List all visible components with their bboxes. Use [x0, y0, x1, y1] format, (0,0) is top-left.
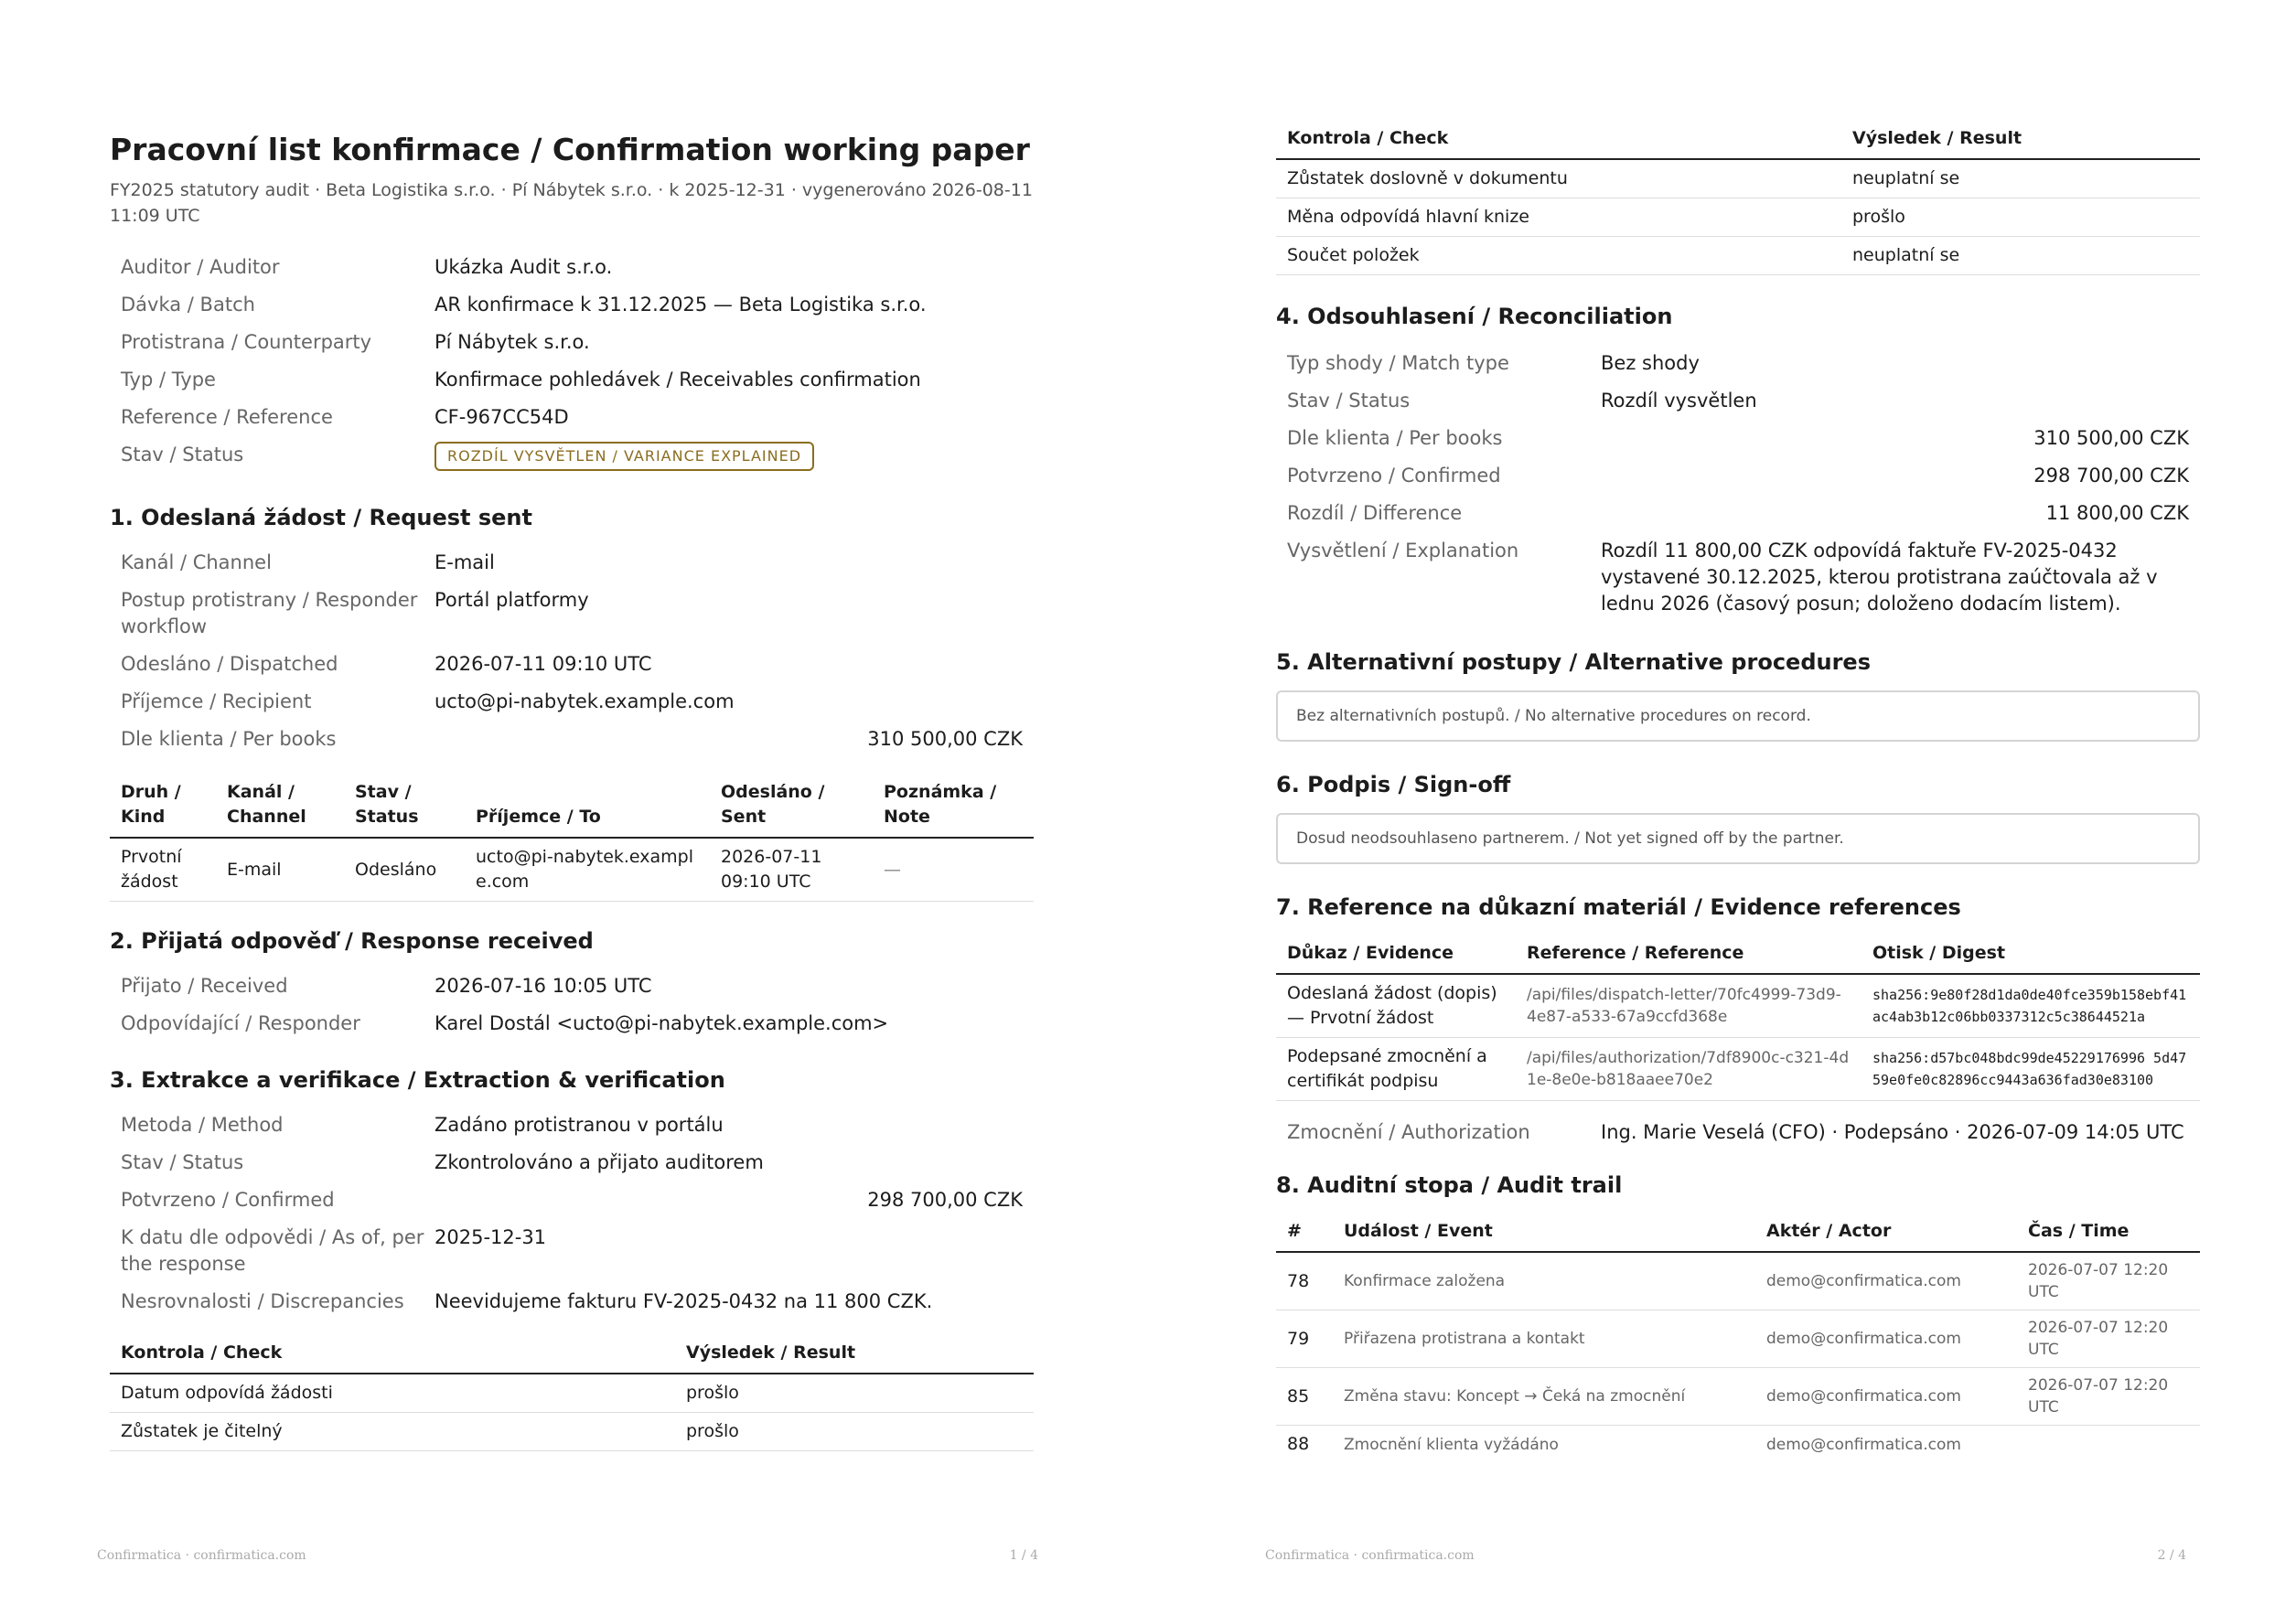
meta-value: CF-967CC54D: [435, 406, 569, 428]
table-cell: 2026-07-11 09:10 UTC: [710, 838, 873, 902]
field-key: Odesláno / Dispatched: [121, 653, 338, 675]
field-value: 2026-07-11 09:10 UTC: [435, 653, 652, 675]
table-cell: Změna stavu: Koncept → Čeká na zmocnění: [1333, 1368, 1755, 1426]
table-row: [1276, 1426, 2200, 1464]
table-cell: Podepsané zmocnění a certifikát podpisu: [1276, 1038, 1516, 1101]
table-cell: Odesláno: [344, 838, 465, 902]
table-cell: Zmocnění klienta vyžádáno: [1344, 1435, 1559, 1454]
field-value: Bez shody: [1601, 352, 1700, 374]
field-key: Odpovídající / Responder: [121, 1012, 360, 1034]
table-row: [110, 1413, 1034, 1451]
request-list: [110, 544, 1034, 758]
table-cell: sha256:d57bc048bdc99de45229176996 5d4759e0fe0c82896cc9443a636fad30e83100: [1861, 1038, 2200, 1101]
field-value: Zkontrolováno a přijato auditorem: [435, 1151, 764, 1173]
table-cell: Měna odpovídá hlavní knize: [1276, 198, 1841, 237]
table-row: [1276, 1368, 2200, 1426]
field-key: Přijato / Received: [121, 975, 288, 997]
response-list: [110, 968, 1034, 1043]
field-key: Dle klienta / Per books: [121, 728, 337, 750]
section-heading-response: 2. Přijatá odpověď / Response received: [110, 928, 594, 954]
meta-key: Reference / Reference: [121, 406, 333, 428]
column-header: Událost / Event: [1333, 1212, 1755, 1252]
table-cell: neuplatní se: [1841, 237, 2200, 275]
table-row: [1276, 974, 2200, 1038]
authorization-list: [1276, 1114, 2200, 1151]
column-header: Čas / Time: [2017, 1212, 2200, 1252]
page-number: 2 / 4: [2157, 1548, 2186, 1563]
field-key: Postup protistrany / Responder workflow: [121, 589, 418, 637]
table-header-row: [1276, 934, 2200, 974]
column-header: Důkaz / Evidence: [1276, 934, 1516, 974]
field-key: Vysvětlení / Explanation: [1287, 540, 1519, 561]
page-1-content: [110, 130, 1034, 1451]
meta-key: Protistrana / Counterparty: [121, 331, 372, 353]
audit-trail-table: [1276, 1212, 2200, 1463]
section-heading-request: 1. Odeslaná žádost / Request sent: [110, 505, 532, 530]
field-key: Stav / Status: [1287, 390, 1411, 412]
field-value: Rozdíl vysvětlen: [1601, 390, 1757, 412]
page-subtitle: FY2025 statutory audit · Beta Logistika s.r.o. · Pí Nábytek s.r.o. · k 2025-12-31 · vygenerováno 2026-08-11 11:09 UTC: [110, 180, 1033, 226]
column-header: Otisk / Digest: [1861, 934, 2200, 974]
field-key: Stav / Status: [121, 1151, 244, 1173]
meta-key: Stav / Status: [121, 444, 244, 465]
meta-value: [435, 436, 1034, 476]
table-row: [1276, 1252, 2200, 1310]
footer-brand: Confirmatica · confirmatica.com: [97, 1548, 306, 1563]
table-cell: demo@confirmatica.com: [1755, 1252, 2017, 1310]
field-value: Portál platformy: [435, 589, 589, 611]
field-value: 2026-07-16 10:05 UTC: [435, 975, 652, 997]
column-header: #: [1276, 1212, 1333, 1252]
table-cell: demo@confirmatica.com: [1755, 1368, 2017, 1426]
footer-brand: Confirmatica · confirmatica.com: [1265, 1548, 1475, 1563]
column-header: Kontrola / Check: [1276, 119, 1841, 159]
column-header: Aktér / Actor: [1755, 1212, 2017, 1252]
table-cell: neuplatní se: [1841, 159, 2200, 198]
section-heading-alternative: 5. Alternativní postupy / Alternative procedures: [1276, 649, 1871, 675]
field-value: 298 700,00 CZK: [867, 1189, 1023, 1211]
table-cell: demo@confirmatica.com: [1755, 1310, 2017, 1368]
meta-list: [110, 249, 1034, 476]
column-header: Druh / Kind: [110, 773, 216, 838]
table-cell: Zůstatek doslovně v dokumentu: [1276, 159, 1841, 198]
table-cell: Zůstatek je čitelný: [110, 1413, 675, 1451]
table-cell: E-mail: [216, 838, 344, 902]
field-value: 11 800,00 CZK: [2045, 502, 2189, 524]
table-cell: prošlo: [675, 1374, 1034, 1413]
checks-table: [110, 1333, 1034, 1451]
table-cell: prošlo: [1841, 198, 2200, 237]
table-row: [1276, 159, 2200, 198]
column-header: Poznámka / Note: [873, 773, 1034, 838]
section-heading-audit-trail: 8. Auditní stopa / Audit trail: [1276, 1172, 1623, 1198]
table-row: [1276, 1038, 2200, 1101]
field-value: ucto@pi-nabytek.example.com: [435, 690, 735, 712]
meta-value: Konfirmace pohledávek / Receivables confirmation: [435, 369, 921, 390]
field-value: 2025-12-31: [435, 1226, 547, 1248]
field-key: Kanál / Channel: [121, 551, 272, 573]
section-heading-signoff: 6. Podpis / Sign-off: [1276, 772, 1511, 797]
page-2-content: [1276, 119, 2200, 1463]
signoff-note: Dosud neodsouhlaseno partnerem. / Not yet signed off by the partner.: [1276, 813, 2200, 864]
field-value: 310 500,00 CZK: [867, 728, 1023, 750]
meta-key: Dávka / Batch: [121, 294, 255, 315]
table-cell: Datum odpovídá žádosti: [110, 1374, 675, 1413]
field-value: E-mail: [435, 551, 495, 573]
field-key: Metoda / Method: [121, 1114, 284, 1136]
field-value: Karel Dostál <ucto@pi-nabytek.example.com>: [435, 1012, 889, 1034]
field-value: Zadáno protistranou v portálu: [435, 1114, 724, 1136]
table-header-row: [110, 1333, 1034, 1374]
field-key: Potvrzeno / Confirmed: [1287, 465, 1501, 487]
table-cell: 85: [1276, 1368, 1333, 1426]
table-cell: —: [873, 838, 1034, 902]
meta-key: Auditor / Auditor: [121, 256, 280, 278]
column-header: Kontrola / Check: [110, 1333, 675, 1374]
field-key: Dle klienta / Per books: [1287, 427, 1503, 449]
extraction-list: [110, 1107, 1034, 1321]
field-value: Neevidujeme fakturu FV-2025-0432 na 11 800 CZK.: [435, 1290, 933, 1312]
field-key: Zmocnění / Authorization: [1287, 1121, 1530, 1143]
field-key: Příjemce / Recipient: [121, 690, 312, 712]
explanation-text: Rozdíl 11 800,00 CZK odpovídá faktuře FV-2025-0432 vystavené 30.12.2025, kterou protistrana zaúčtovala až v lednu 2026 (časový posun; doloženo dodacím listem).: [1601, 540, 2158, 615]
meta-key: Typ / Type: [121, 369, 216, 390]
dispatch-table: [110, 773, 1034, 902]
field-value: 310 500,00 CZK: [2033, 427, 2189, 449]
alternative-procedures-note: Bez alternativních postupů. / No alternative procedures on record.: [1276, 690, 2200, 742]
table-header-row: [1276, 1212, 2200, 1252]
page-title: Pracovní list konfirmace / Confirmation working paper: [110, 132, 1030, 167]
page-number: 1 / 4: [1009, 1548, 1038, 1563]
table-row: [110, 838, 1034, 902]
meta-value: AR konfirmace k 31.12.2025 — Beta Logistika s.r.o.: [435, 294, 927, 315]
reconciliation-list: [1276, 345, 2200, 623]
table-cell: 78: [1276, 1252, 1333, 1310]
table-cell: 2026-07-07 12:20 UTC: [2017, 1252, 2200, 1310]
field-value: 298 700,00 CZK: [2033, 465, 2189, 487]
column-header: Kanál / Channel: [216, 773, 344, 838]
column-header: Výsledek / Result: [675, 1333, 1034, 1374]
field-key: K datu dle odpovědi / As of, per the response: [121, 1226, 424, 1275]
table-cell: ucto@pi-nabytek.example.com: [465, 838, 710, 902]
meta-value: Ukázka Audit s.r.o.: [435, 256, 613, 278]
table-cell: Přiřazena protistrana a kontakt: [1333, 1310, 1755, 1368]
table-row: [1276, 198, 2200, 237]
evidence-table: [1276, 934, 2200, 1101]
field-key: Potvrzeno / Confirmed: [121, 1189, 335, 1211]
table-cell: [2017, 1426, 2200, 1464]
checks-table-continued: [1276, 119, 2200, 275]
field-value: Ing. Marie Veselá (CFO) · Podepsáno · 2026-07-09 14:05 UTC: [1601, 1121, 2184, 1143]
table-row: [1276, 1310, 2200, 1368]
table-row: [110, 1374, 1034, 1413]
table-cell: Konfirmace založena: [1333, 1252, 1755, 1310]
evidence-link[interactable]: /api/files/authorization/7df8900c-c321-4d1e-8e0e-b818aaee70e2: [1516, 1038, 1861, 1101]
page-2: [1148, 0, 2296, 1604]
column-header: Příjemce / To: [465, 773, 710, 838]
table-header-row: [1276, 119, 2200, 159]
table-cell: sha256:9e80f28d1da0de40fce359b158ebf41ac4ab3b12c06bb0337312c5c38644521a: [1861, 974, 2200, 1038]
table-cell: Odeslaná žádost (dopis) — Prvotní žádost: [1276, 974, 1516, 1038]
section-heading-extraction: 3. Extrakce a verifikace / Extraction & verification: [110, 1067, 725, 1093]
table-cell: prošlo: [675, 1413, 1034, 1451]
field-key: Nesrovnalosti / Discrepancies: [121, 1290, 404, 1312]
field-key: Typ shody / Match type: [1287, 352, 1509, 374]
section-heading-evidence: 7. Reference na důkazní materiál / Evidence references: [1276, 894, 1961, 920]
column-header: Výsledek / Result: [1841, 119, 2200, 159]
status-badge: ROZDÍL VYSVĚTLEN / VARIANCE EXPLAINED: [435, 442, 814, 471]
field-key: Rozdíl / Difference: [1287, 502, 1463, 524]
table-cell: 2026-07-07 12:20 UTC: [2017, 1310, 2200, 1368]
table-cell: Prvotní žádost: [110, 838, 216, 902]
table-cell: Součet položek: [1276, 237, 1841, 275]
table-cell: 88: [1287, 1434, 1310, 1454]
evidence-link[interactable]: /api/files/dispatch-letter/70fc4999-73d9-4e87-a533-67a9ccfd368e: [1516, 974, 1861, 1038]
table-cell: demo@confirmatica.com: [1766, 1435, 1961, 1454]
table-cell: 79: [1276, 1310, 1333, 1368]
column-header: Stav / Status: [344, 773, 465, 838]
table-header-row: [110, 773, 1034, 838]
section-heading-reconciliation: 4. Odsouhlasení / Reconciliation: [1276, 304, 1673, 329]
table-row: [1276, 237, 2200, 275]
meta-value: Pí Nábytek s.r.o.: [435, 331, 590, 353]
table-cell: 2026-07-07 12:20 UTC: [2017, 1368, 2200, 1426]
column-header: Reference / Reference: [1516, 934, 1861, 974]
column-header: Odesláno / Sent: [710, 773, 873, 838]
